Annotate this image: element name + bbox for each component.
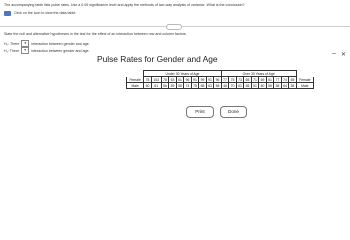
table-cell: 63 — [170, 77, 175, 82]
data-table-link[interactable] — [4, 10, 76, 16]
table-cell: 78 — [163, 77, 167, 82]
h1-row — [4, 48, 89, 53]
table-cell: 71 — [253, 77, 257, 82]
table-cell: 74 — [185, 83, 190, 88]
table-cell: 77 — [223, 77, 227, 82]
table-cell: 46 — [223, 83, 227, 88]
table-cell: 58 — [178, 83, 182, 88]
table-cell: 78 — [145, 77, 150, 82]
table-cell: 91 — [208, 77, 212, 82]
h0-dropdown[interactable] — [21, 41, 29, 46]
table-cell: 61 — [268, 77, 272, 82]
header-over-30: Over 30 Years of Age — [221, 71, 296, 77]
table-cell: 61 — [238, 83, 242, 88]
chevron-down-icon[interactable]: ▾ — [21, 40, 29, 47]
row-label: Female — [127, 77, 144, 83]
table-cell: 64 — [283, 83, 287, 88]
table-cell: 58 — [290, 83, 295, 88]
h0-suffix: interaction between gender and age. — [31, 41, 90, 46]
h1-label: H₁: There — [4, 48, 20, 53]
table-cell: 70 — [230, 83, 235, 88]
table-cell: 69 — [260, 77, 265, 82]
row-end-label: Female — [296, 77, 313, 83]
table-cell: 65 — [290, 77, 295, 82]
table-cell: 99 — [200, 77, 205, 82]
table-cell: 103 — [151, 77, 161, 83]
table-cell: 77 — [275, 77, 280, 82]
row-end-label: Male — [296, 83, 313, 89]
print-button[interactable]: Print — [186, 106, 214, 118]
header-under-30: Under 30 Years of Age — [144, 71, 221, 77]
minimize-icon[interactable]: – — [332, 50, 336, 57]
close-icon[interactable]: ✕ — [341, 52, 347, 58]
table-cell: 65 — [245, 83, 250, 88]
done-button[interactable]: Done — [220, 106, 247, 118]
table-cell: 58 — [275, 83, 280, 88]
table-cell: 58 — [215, 83, 220, 88]
h1-dropdown[interactable] — [21, 48, 29, 53]
table-cell: 61 — [151, 83, 161, 89]
question-text: The accompanying table lists pulse rates. Use a 0.05 significance level and apply the methods of two-way analysis of variance. What is the conclusion? — [4, 3, 245, 7]
table-cell: 61 — [178, 77, 182, 82]
instructions-text: State the null and alternative hypotheses in the test for the effect of an interaction between row and column factors. — [4, 32, 187, 36]
row-label: Male — [127, 83, 144, 89]
data-table-link-text: Click on the icon to view the data table. — [14, 11, 77, 15]
table-cell: 74 — [283, 77, 287, 82]
table-cell: 60 — [145, 83, 150, 88]
table-cell: 75 — [230, 77, 235, 82]
table-cell: 63 — [208, 83, 212, 88]
h0-label: H₀: There — [4, 41, 20, 46]
h1-suffix: interaction between gender and age. — [31, 48, 90, 53]
table-cell: 75 — [193, 83, 197, 88]
table-cell: 55 — [268, 83, 272, 88]
table-cell: 60 — [260, 83, 265, 88]
popup-title: Pulse Rates for Gender and Age — [97, 54, 218, 64]
chevron-down-icon[interactable]: ▾ — [21, 47, 29, 54]
h0-row — [4, 41, 90, 46]
table-cell: 91 — [193, 77, 197, 82]
table-icon[interactable] — [4, 11, 11, 16]
table-cell: 56 — [163, 83, 167, 88]
table-cell: 59 — [170, 83, 175, 88]
table-cell: 73 — [238, 77, 242, 82]
table-cell: 96 — [215, 77, 220, 82]
table-cell: 96 — [185, 77, 190, 82]
divider-handle[interactable] — [166, 24, 182, 30]
table-cell: 65 — [245, 77, 250, 82]
pulse-table — [126, 70, 314, 89]
table-row — [127, 83, 314, 89]
table-cell: 51 — [253, 83, 257, 88]
table-cell: 68 — [200, 83, 205, 88]
